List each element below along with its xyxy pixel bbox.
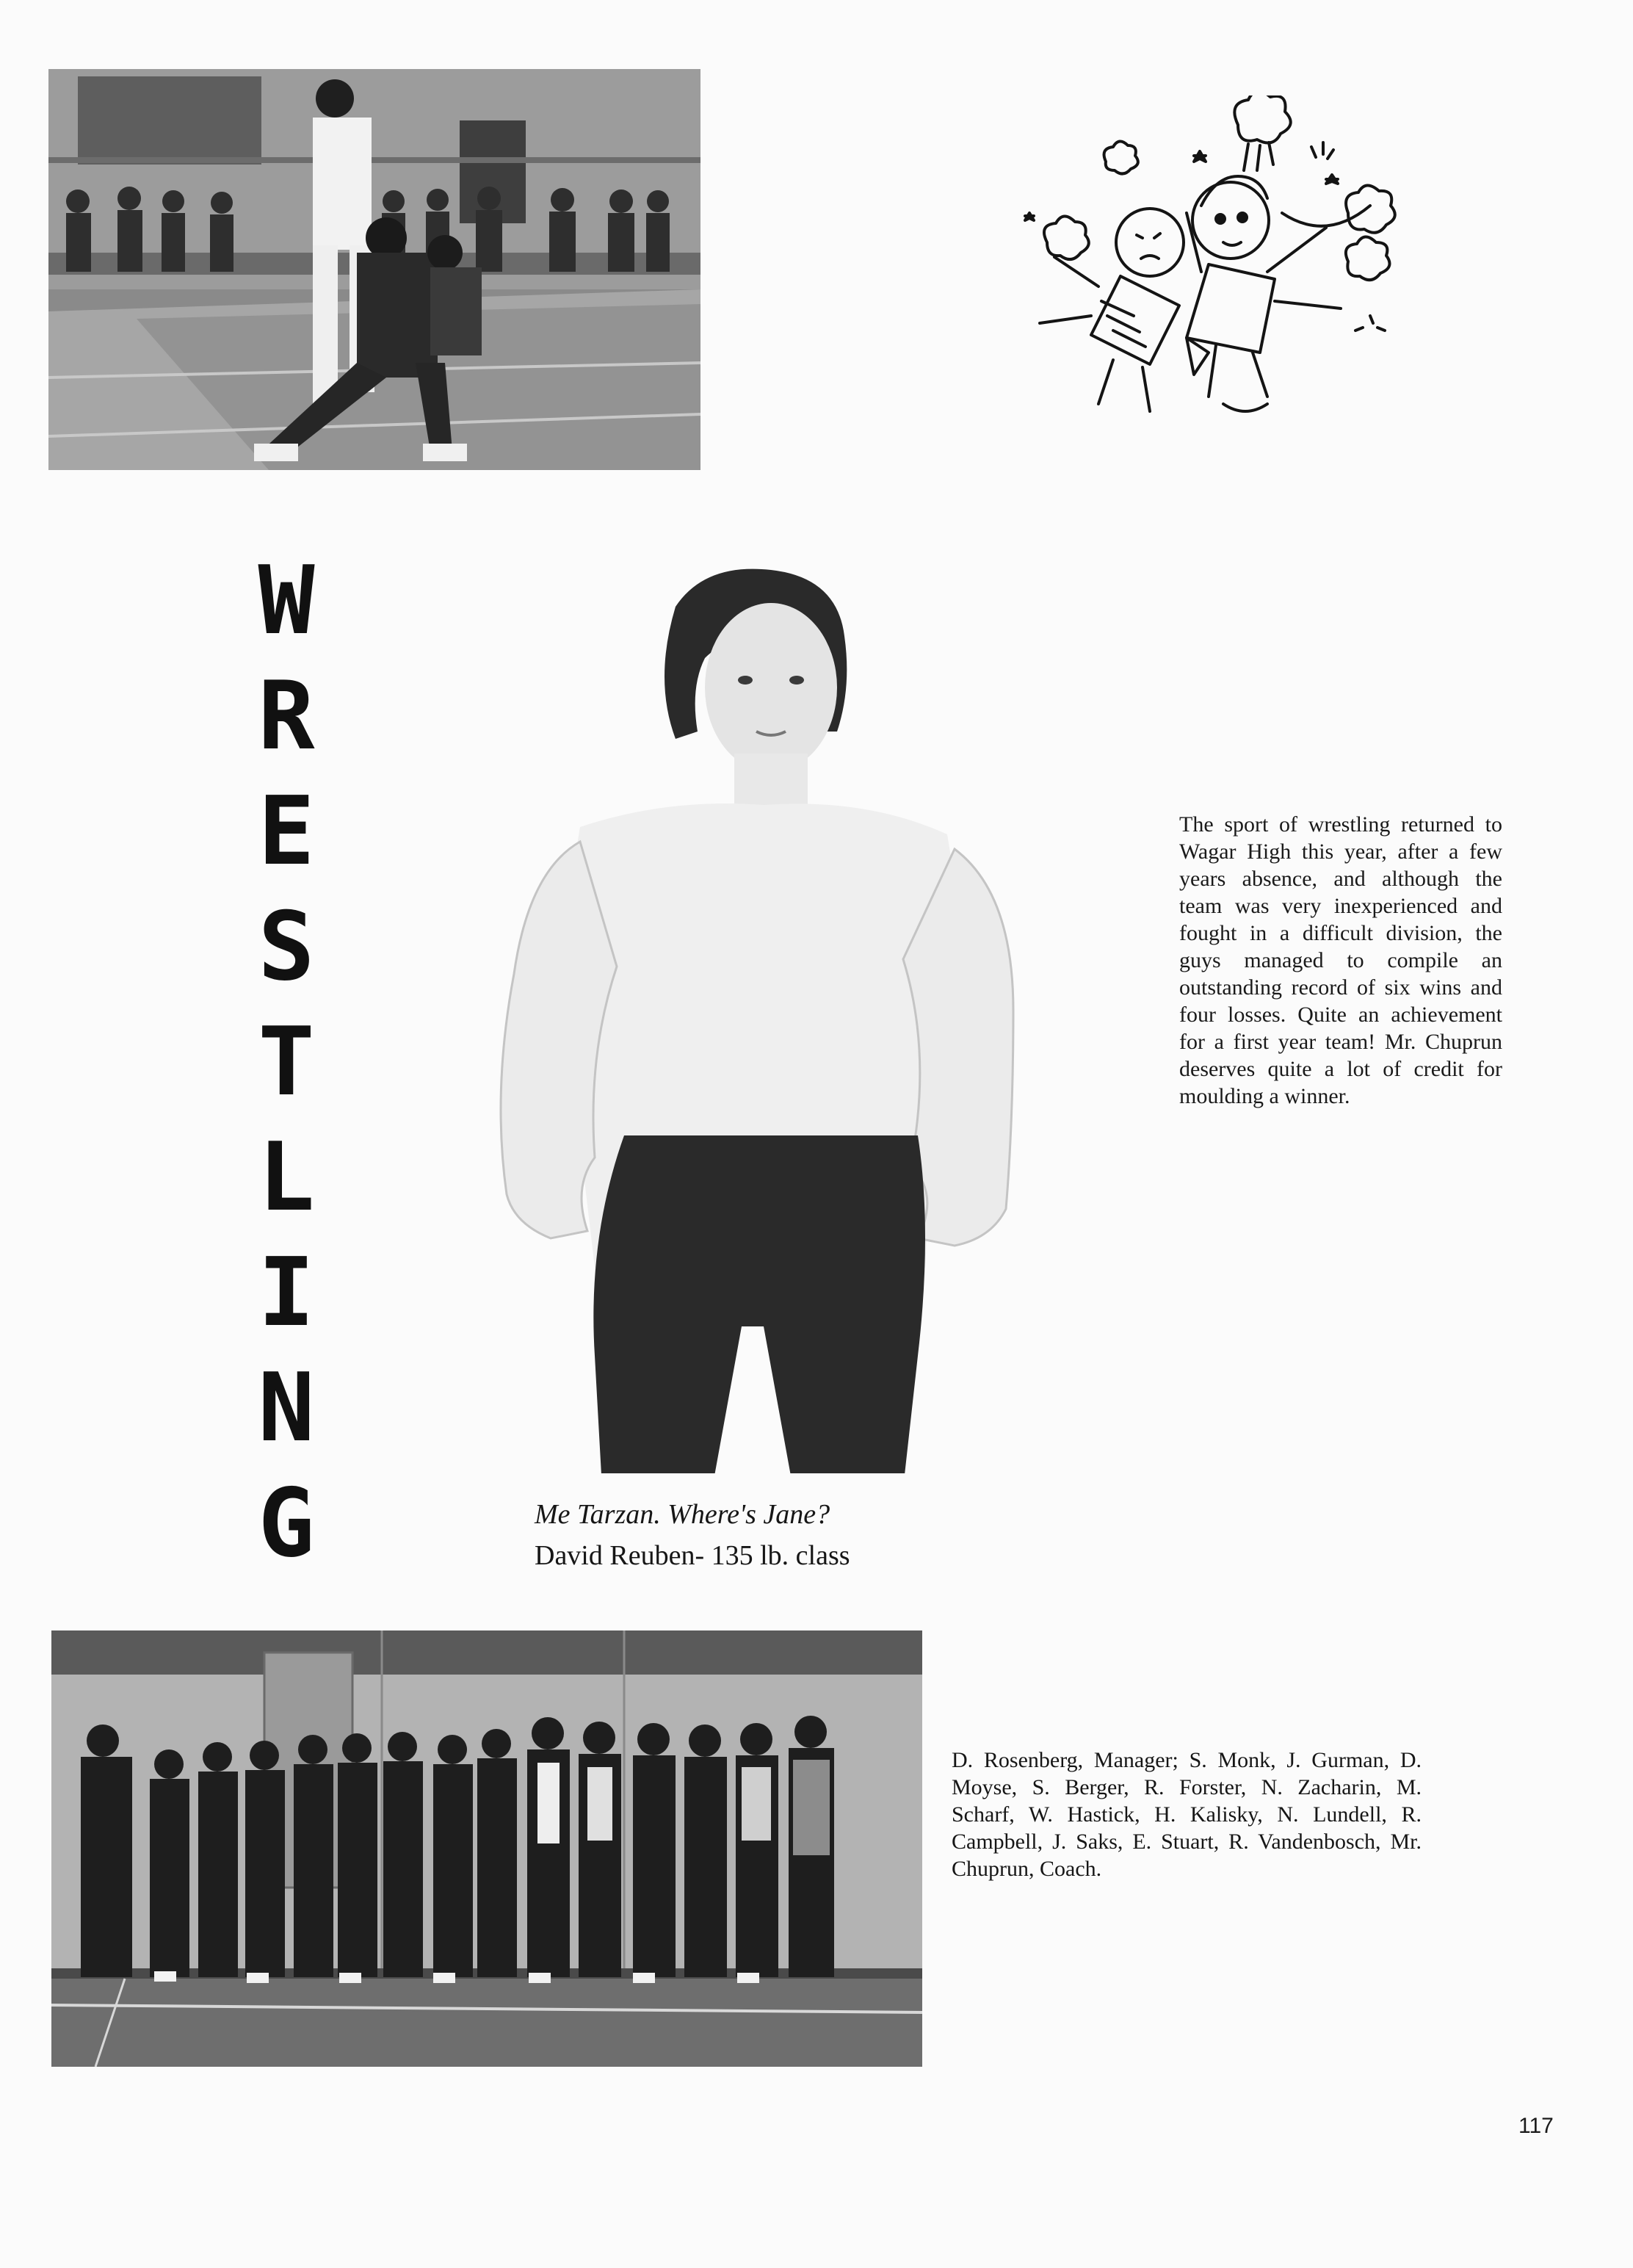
title-letter: L	[258, 1123, 315, 1232]
page-number: 117	[1518, 2114, 1554, 2138]
title-letter: W	[258, 546, 315, 656]
caption-quote: Me Tarzan. Where's Jane?	[535, 1499, 830, 1530]
title-letter: T	[258, 1008, 315, 1117]
caption-name: David Reuben- 135 lb. class	[535, 1540, 850, 1571]
title-letter: R	[258, 662, 315, 771]
title-letter: I	[258, 1238, 315, 1348]
title-letter: E	[258, 777, 315, 886]
cartoon-fight-illustration	[1003, 95, 1444, 433]
intro-paragraph: The sport of wrestling returned to Wagar High this year, after a few years absence, and although the team was very inexperienced and fought in a difficult division, the guys managed to compile an outstanding record of six wins and four losses. Quite an achievement for a first year team! Mr. Chuprun deserves quite a lot of credit for moulding a winner.	[1179, 812, 1502, 1108]
cartoon-fight-drawing	[1003, 95, 1444, 433]
photo-team-lineup	[51, 1630, 922, 2067]
photo-team-lineup-image	[51, 1630, 922, 2067]
photo-wrestling-match-image	[48, 69, 700, 470]
wrestling-title	[235, 543, 338, 1581]
photo-wrestler-portrait	[411, 563, 1028, 1473]
team-caption: D. Rosenberg, Manager; S. Monk, J. Gurman, D. Moyse, S. Berger, R. Forster, N. Zacharin, M. Scharf, W. Hastick, H. Kalisky, N. Lundell, R. Campbell, J. Saks, E. Stuart, R. Vandenbosch, Mr. Chuprun, Coach.	[952, 1748, 1422, 1881]
title-letter: S	[258, 892, 315, 1002]
title-letter: G	[258, 1469, 315, 1578]
photo-wrestler-portrait-image	[411, 563, 1028, 1473]
portrait-caption	[535, 1497, 1049, 1573]
title-letter: N	[258, 1354, 315, 1463]
photo-wrestling-match	[48, 69, 700, 470]
